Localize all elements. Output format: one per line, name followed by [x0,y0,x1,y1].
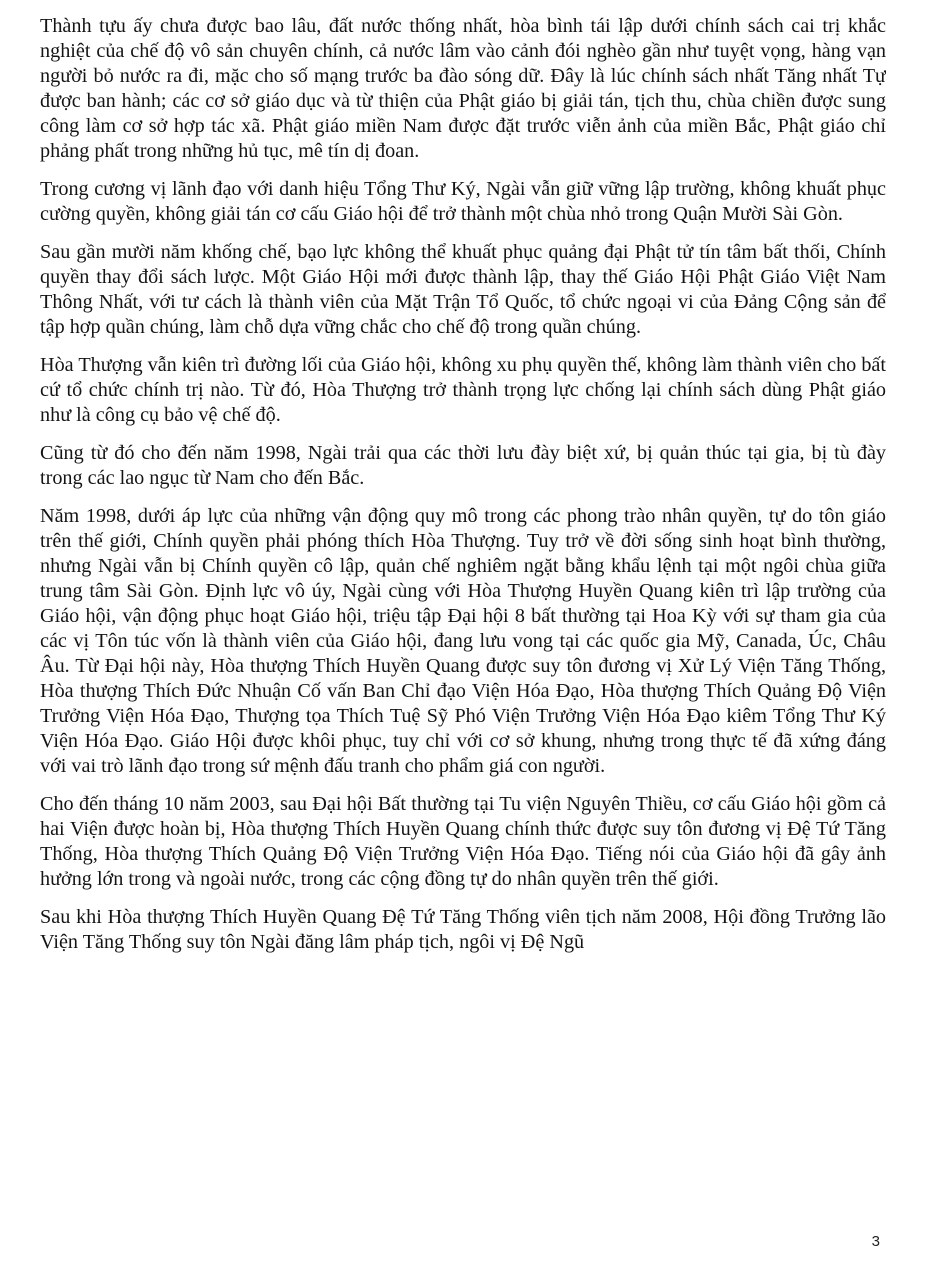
paragraph-5: Cũng từ đó cho đến năm 1998, Ngài trải qua các thời lưu đày biệt xứ, bị quản thúc tại gia, bị tù đày trong các lao ngục từ Nam cho đến Bắc. [40,442,886,489]
page-number: 3 [871,1233,880,1250]
paragraph-6: Năm 1998, dưới áp lực của những vận động quy mô trong các phong trào nhân quyền, tự do tôn giáo trên thế giới, Chính quyền phải phóng thích Hòa Thượng. Tuy trở về đời sống sinh hoạt bình thường, nhưng Ngài vẫn bị Chính quyền cô lập, quản chế nghiêm ngặt bằng khẩu lệnh tại một ngôi chùa giữa trung tâm Sài Gòn. Định lực vô úy, Ngài cùng với Hòa Thượng Huyền Quang kiên trì lập trường của Giáo hội, vận động phục hoạt Giáo hội, triệu tập Đại hội 8 bất thường tại Hoa Kỳ với sự tham gia của các vị Tôn túc vốn là thành viên của Giáo hội, đang lưu vong tại các quốc gia Mỹ, Canada, Úc, Châu Âu. Từ Đại hội này, Hòa thượng Thích Huyền Quang được suy tôn đương vị Xử Lý Viện Tăng Thống, Hòa thượng Thích Đức Nhuận Cố vấn Ban Chỉ đạo Viện Hóa Đạo, Hòa thượng Thích Quảng Độ Viện Trưởng Viện Hóa Đạo, Thượng tọa Thích Tuệ Sỹ Phó Viện Trưởng Viện Hóa Đạo kiêm Tổng Thư Ký Viện Hóa Đạo. Giáo Hội được khôi phục, tuy chỉ với cơ sở khung, nhưng trong thực tế đã xứng đáng với vai trò lãnh đạo trong sứ mệnh đấu tranh cho phẩm giá con người. [40,505,886,777]
paragraph-2: Trong cương vị lãnh đạo với danh hiệu Tổng Thư Ký, Ngài vẫn giữ vững lập trường, không khuất phục cường quyền, không giải tán cơ cấu Giáo hội để trở thành một chùa nhỏ trong Quận Mười Sài Gòn. [40,178,886,225]
paragraph-8: Sau khi Hòa thượng Thích Huyền Quang Đệ Tứ Tăng Thống viên tịch năm 2008, Hội đồng Trưởng lão Viện Tăng Thống suy tôn Ngài đăng lâm pháp tịch, ngôi vị Đệ Ngũ [40,906,886,953]
paragraph-4: Hòa Thượng vẫn kiên trì đường lối của Giáo hội, không xu phụ quyền thế, không làm thành viên cho bất cứ tổ chức chính trị nào. Từ đó, Hòa Thượng trở thành trọng lực chống lại chính sách dùng Phật giáo như là công cụ bảo vệ chế độ. [40,354,886,426]
paragraph-7: Cho đến tháng 10 năm 2003, sau Đại hội Bất thường tại Tu viện Nguyên Thiều, cơ cấu Giáo hội gồm cả hai Viện được hoàn bị, Hòa thượng Thích Huyền Quang chính thức được suy tôn đương vị Đệ Tứ Tăng Thống, Hòa thượng Thích Quảng Độ Viện Trưởng Viện Hóa Đạo. Tiếng nói của Giáo hội đã gây ảnh hưởng lớn trong và ngoài nước, trong các cộng đồng tự do nhân quyền trên thế giới. [40,793,886,890]
document-page [40,14,886,1194]
paragraph-3: Sau gần mười năm khống chế, bạo lực không thể khuất phục quảng đại Phật tử tín tâm bất thối, Chính quyền thay đổi sách lược. Một Giáo Hội mới được thành lập, thay thế Giáo Hội Phật Giáo Việt Nam Thông Nhất, với tư cách là thành viên của Mặt Trận Tổ Quốc, tổ chức ngoại vi của Đảng Cộng sản để tập hợp quần chúng, làm chỗ dựa vững chắc cho chế độ trong quần chúng. [40,241,886,338]
paragraph-1: Thành tựu ấy chưa được bao lâu, đất nước thống nhất, hòa bình tái lập dưới chính sách cai trị khắc nghiệt của chế độ vô sản chuyên chính, cả nước lâm vào cảnh đói nghèo gần như tuyệt vọng, hàng vạn người bỏ nước ra đi, mặc cho số mạng trước ba đào sóng dữ. Đây là lúc chính sách nhất Tăng nhất Tự được ban hành; các cơ sở giáo dục và từ thiện của Phật giáo bị giải tán, tịch thu, chùa chiền được sung công làm cơ sở hợp tác xã. Phật giáo miền Nam được đặt trước viễn ảnh của miền Bắc, Phật giáo chỉ phảng phất trong những hủ tục, mê tín dị đoan. [40,15,886,162]
